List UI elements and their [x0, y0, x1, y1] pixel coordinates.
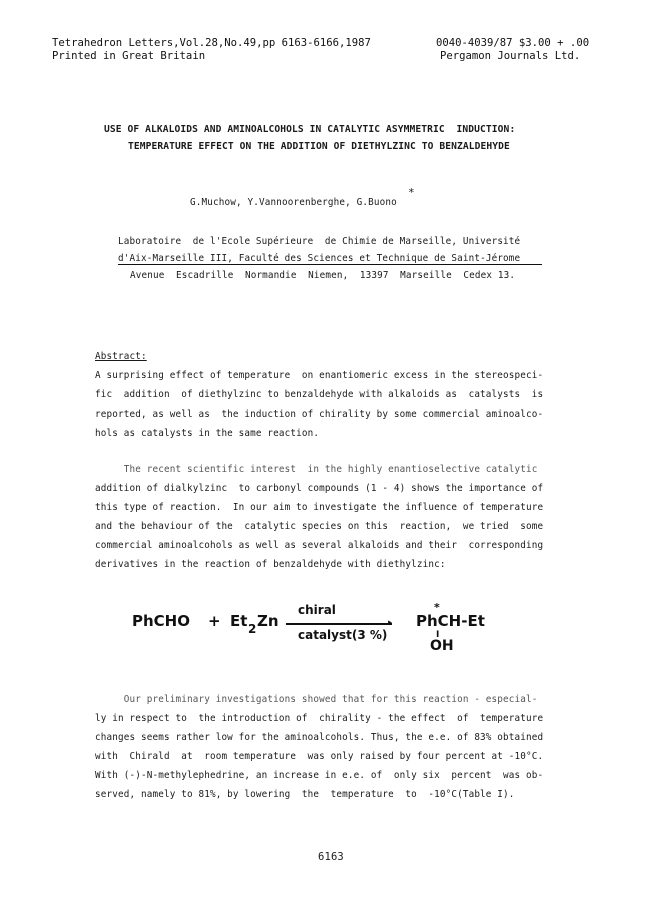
- abstract-line: fic addition of diethylzinc to benzaldehyde with alkaloids as catalysts is: [95, 389, 544, 400]
- intro-line: addition of dialkylzinc to carbonyl compounds (1 - 4) shows the importance of: [95, 483, 544, 494]
- arrow-head-icon: ▸: [387, 617, 394, 628]
- reaction-arrow: [286, 623, 392, 625]
- paper-title-line-2: TEMPERATURE EFFECT ON THE ADDITION OF DIETHYLZINC TO BENZALDEHYDE: [128, 141, 510, 152]
- intro-line: this type of reaction. In our aim to investigate the influence of temperature: [95, 502, 544, 513]
- intro-line: The recent scientific interest in the highly enantioselective catalytic: [95, 464, 538, 475]
- product-bond: I: [436, 630, 440, 640]
- affiliation-line-1: Laboratoire de l'Ecole Supérieure de Chimie de Marseille, Université: [118, 236, 521, 247]
- intro-line: and the behaviour of the catalytic species on this reaction, we tried some: [95, 521, 544, 532]
- reactant-benzaldehyde: PhCHO: [132, 612, 190, 630]
- affiliation-line-3: Avenue Escadrille Normandie Niemen, 13397 Marseille Cedex 13.: [130, 270, 516, 281]
- publisher-name: Pergamon Journals Ltd.: [440, 50, 581, 62]
- abstract-line: hols as catalysts in the same reaction.: [95, 428, 320, 439]
- author-list: G.Muchow, Y.Vannoorenberghe, G.Buono: [190, 197, 397, 208]
- price-code: 0040-4039/87 $3.00 + .00: [436, 37, 590, 49]
- abstract-line: A surprising effect of temperature on enantiomeric excess in the stereospeci-: [95, 370, 544, 381]
- results-line: changes seems rather low for the aminoalcohols. Thus, the e.e. of 83% obtained: [95, 732, 544, 743]
- results-line: Our preliminary investigations showed that for this reaction - especial-: [95, 694, 538, 705]
- arrow-label-below: catalyst(3 %): [298, 628, 388, 642]
- corresponding-author-mark: *: [408, 186, 415, 199]
- abstract-heading: Abstract:: [95, 351, 147, 362]
- results-line: ly in respect to the introduction of chirality - the effect of temperature: [95, 713, 544, 724]
- results-line: with Chirald at room temperature was only raised by four percent at -10°C.: [95, 751, 544, 762]
- affiliation-underline: [118, 264, 542, 265]
- printed-location: Printed in Great Britain: [52, 50, 206, 62]
- reactant-diethylzinc-zn: Zn: [257, 612, 279, 630]
- plus-sign: +: [208, 612, 221, 630]
- subscript-two: 2: [248, 622, 257, 636]
- results-line: served, namely to 81%, by lowering the temperature to -10°C(Table I).: [95, 789, 515, 800]
- product-hydroxyl: OH: [430, 638, 454, 654]
- page-number: 6163: [318, 851, 344, 863]
- intro-line: commercial aminoalcohols as well as several alkaloids and their corresponding: [95, 540, 544, 551]
- paper-title-line-1: USE OF ALKALOIDS AND AMINOALCOHOLS IN CATALYTIC ASYMMETRIC INDUCTION:: [104, 124, 516, 135]
- arrow-label-above: chiral: [298, 603, 336, 617]
- journal-citation: Tetrahedron Letters,Vol.28,No.49,pp 6163-6166,1987: [52, 37, 371, 49]
- intro-line: derivatives in the reaction of benzaldehyde with diethylzinc:: [95, 559, 446, 570]
- reactant-diethylzinc-et: Et: [230, 612, 248, 630]
- results-line: With (-)-N-methylephedrine, an increase in e.e. of only six percent was ob-: [95, 770, 544, 781]
- abstract-line: reported, as well as the induction of chirality by some commercial aminoalco-: [95, 409, 544, 420]
- affiliation-line-2: d'Aix-Marseille III, Faculté des Sciences et Technique de Saint-Jérome: [118, 253, 521, 264]
- stereocenter-star: *: [434, 601, 440, 614]
- product-formula: PhCH-Et: [416, 612, 485, 630]
